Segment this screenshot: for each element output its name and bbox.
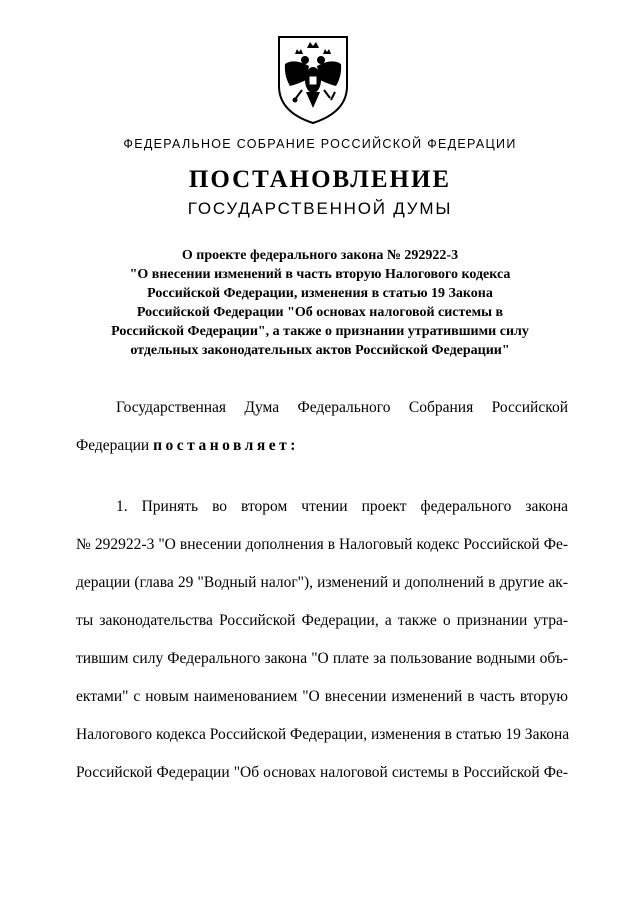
resolution-heading: [60, 246, 580, 360]
document-title: ПОСТАНОВЛЕНИЕ: [188, 166, 452, 193]
heading-line: Российской Федерации, изменения в статью 19 Закона: [147, 286, 493, 301]
assembly-name: ФЕДЕРАЛЬНОЕ СОБРАНИЕ РОССИЙСКОЙ ФЕДЕРАЦИИ: [123, 137, 517, 151]
paragraph-line: № 292922-3 "О внесении дополнения в Налоговый кодекс Российской Фе-: [76, 536, 568, 553]
paragraph-1: [76, 488, 568, 792]
paragraph-line: Налогового кодекса Российской Федерации, изменения в статью 19 Закона: [76, 726, 570, 743]
coat-of-arms-icon: [276, 34, 350, 126]
heading-line: "О внесении изменений в часть вторую Налогового кодекса: [129, 267, 511, 282]
heading-line: Российской Федерации", а также о признании утратившими силу: [111, 324, 529, 339]
document-subtitle: ГОСУДАРСТВЕННОЙ ДУМЫ: [187, 199, 453, 218]
heading-line: Российской Федерации "Об основах налоговой системы в: [136, 305, 504, 320]
paragraph-line: Российской Федерации "Об основах налоговой системы в Российской Фе-: [76, 764, 568, 781]
paragraph-line: дерации (глава 29 "Водный налог"), изменений и дополнений в другие ак-: [76, 574, 568, 591]
decision-word: постановляет:: [153, 437, 299, 454]
preamble-line: Государственная Дума Федерального Собрания Российской: [116, 399, 568, 416]
paragraph-line: ектами" с новым наименованием "О внесении изменений в часть вторую: [76, 688, 568, 705]
paragraph-line: тившим силу Федерального закона "О плате за пользование водными объ-: [76, 650, 568, 667]
preamble-text: Федерации: [76, 437, 150, 454]
preamble: [76, 389, 568, 465]
paragraph-line: ты законодательства Российской Федерации, а также о признании утра-: [76, 612, 568, 629]
preamble-line: [76, 427, 568, 465]
heading-line: О проекте федерального закона № 292922-3: [181, 248, 459, 263]
heading-line: отдельных законодательных актов Российской Федерации": [130, 343, 510, 358]
paragraph-line: 1. Принять во втором чтении проект федерального закона: [116, 498, 568, 515]
